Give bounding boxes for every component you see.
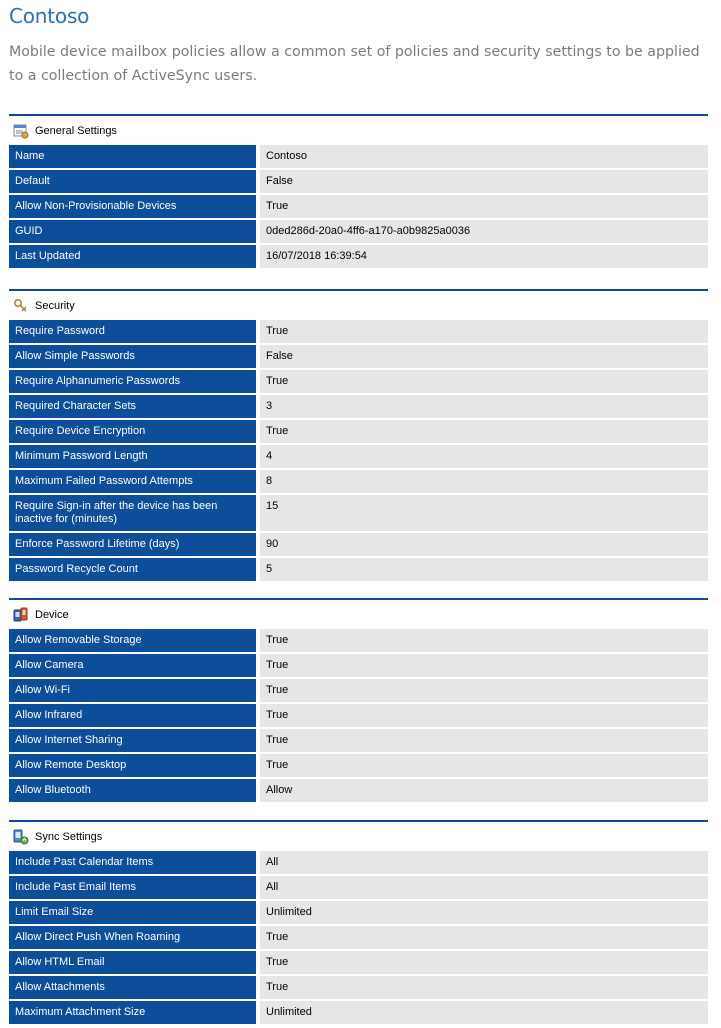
setting-value: True [260, 420, 708, 443]
setting-value: 90 [260, 533, 708, 556]
setting-label: Allow Non-Provisionable Devices [9, 195, 256, 218]
setting-label: Allow Wi-Fi [9, 679, 256, 702]
section-title: General Settings [35, 125, 117, 137]
setting-value: 0ded286d-20a0-4ff6-a170-a0b9825a0036 [260, 220, 708, 243]
table-row [9, 445, 708, 468]
setting-value: All [260, 851, 708, 874]
setting-label: Default [9, 170, 256, 193]
sync-icon [13, 829, 29, 845]
settings-table [9, 629, 708, 802]
setting-label: Allow Bluetooth [9, 779, 256, 802]
table-row [9, 245, 708, 268]
setting-label: Allow Direct Push When Roaming [9, 926, 256, 949]
setting-value: 5 [260, 558, 708, 581]
setting-label: Maximum Failed Password Attempts [9, 470, 256, 493]
setting-label: Password Recycle Count [9, 558, 256, 581]
section-title: Sync Settings [35, 831, 103, 843]
setting-value: Unlimited [260, 901, 708, 924]
setting-label: Last Updated [9, 245, 256, 268]
table-row [9, 951, 708, 974]
table-row [9, 370, 708, 393]
table-row [9, 220, 708, 243]
table-row [9, 779, 708, 802]
table-row [9, 926, 708, 949]
table-row [9, 729, 708, 752]
setting-label: Allow Removable Storage [9, 629, 256, 652]
table-row [9, 851, 708, 874]
table-row [9, 679, 708, 702]
setting-label: Minimum Password Length [9, 445, 256, 468]
table-row [9, 470, 708, 493]
table-row [9, 495, 708, 531]
table-row [9, 654, 708, 677]
setting-label: Allow Attachments [9, 976, 256, 999]
table-row [9, 195, 708, 218]
setting-value: Unlimited [260, 1001, 708, 1024]
setting-label: Include Past Calendar Items [9, 851, 256, 874]
setting-label: Allow Camera [9, 654, 256, 677]
setting-value: True [260, 320, 708, 343]
table-row [9, 558, 708, 581]
setting-label: Allow Remote Desktop [9, 754, 256, 777]
setting-label: Allow Simple Passwords [9, 345, 256, 368]
setting-value: 16/07/2018 16:39:54 [260, 245, 708, 268]
setting-value: False [260, 345, 708, 368]
setting-label: Require Sign-in after the device has been inactive for (minutes) [9, 495, 256, 531]
setting-value: True [260, 679, 708, 702]
setting-value: True [260, 976, 708, 999]
table-row [9, 533, 708, 556]
setting-label: Allow Infrared [9, 704, 256, 727]
setting-value: True [260, 926, 708, 949]
table-row [9, 320, 708, 343]
device-icon [13, 607, 29, 623]
setting-label: Maximum Attachment Size [9, 1001, 256, 1024]
section-sync-settings [9, 820, 708, 1026]
table-row [9, 876, 708, 899]
settings-table [9, 145, 708, 268]
setting-value: True [260, 754, 708, 777]
section-device [9, 598, 708, 804]
setting-label: Require Alphanumeric Passwords [9, 370, 256, 393]
settings-table [9, 851, 708, 1024]
setting-value: True [260, 729, 708, 752]
section-security [9, 289, 708, 583]
table-row [9, 976, 708, 999]
setting-label: Enforce Password Lifetime (days) [9, 533, 256, 556]
setting-label: Allow Internet Sharing [9, 729, 256, 752]
section-header [9, 820, 708, 851]
settings-icon [13, 123, 29, 139]
setting-value: 15 [260, 495, 708, 531]
setting-value: True [260, 704, 708, 727]
setting-value: False [260, 170, 708, 193]
table-row [9, 1001, 708, 1024]
setting-label: Require Password [9, 320, 256, 343]
setting-label: Required Character Sets [9, 395, 256, 418]
section-title: Device [35, 609, 69, 621]
section-header [9, 289, 708, 320]
table-row [9, 754, 708, 777]
setting-value: 3 [260, 395, 708, 418]
setting-value: Contoso [260, 145, 708, 168]
table-row [9, 704, 708, 727]
table-row [9, 395, 708, 418]
setting-value: 4 [260, 445, 708, 468]
setting-value: True [260, 654, 708, 677]
table-row [9, 345, 708, 368]
setting-value: All [260, 876, 708, 899]
section-title: Security [35, 300, 75, 312]
section-header [9, 114, 708, 145]
setting-value: True [260, 195, 708, 218]
setting-label: GUID [9, 220, 256, 243]
table-row [9, 901, 708, 924]
table-row [9, 420, 708, 443]
setting-label: Allow HTML Email [9, 951, 256, 974]
setting-label: Name [9, 145, 256, 168]
setting-value: True [260, 629, 708, 652]
setting-value: True [260, 951, 708, 974]
setting-label: Require Device Encryption [9, 420, 256, 443]
section-header [9, 598, 708, 629]
table-row [9, 629, 708, 652]
page-title: Contoso [9, 4, 90, 28]
table-row [9, 170, 708, 193]
setting-label: Include Past Email Items [9, 876, 256, 899]
settings-table [9, 320, 708, 581]
setting-value: 8 [260, 470, 708, 493]
table-row [9, 145, 708, 168]
setting-value: Allow [260, 779, 708, 802]
setting-label: Limit Email Size [9, 901, 256, 924]
keys-icon [13, 298, 29, 314]
setting-value: True [260, 370, 708, 393]
section-general-settings [9, 114, 708, 270]
page-description: Mobile device mailbox policies allow a common set of policies and security settings to be applied to a collection of ActiveSync users. [9, 44, 700, 84]
